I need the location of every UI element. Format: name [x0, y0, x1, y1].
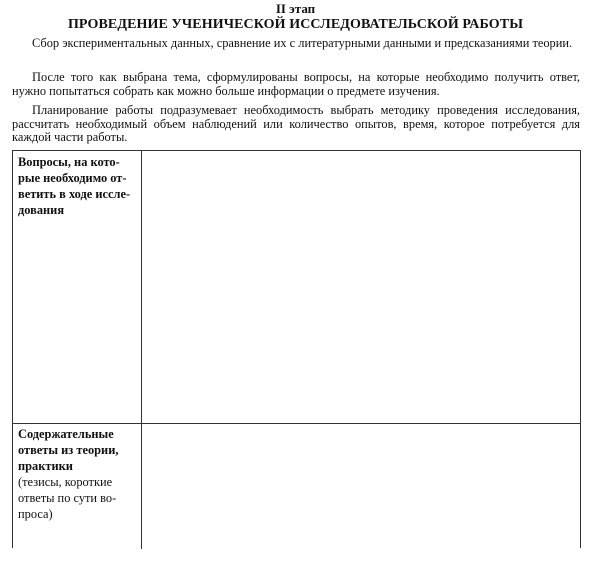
- column-divider: [141, 151, 142, 549]
- row-divider: [13, 423, 580, 424]
- research-table: [12, 150, 581, 548]
- row-answers-bold-line-2: ответы из теории,: [18, 443, 119, 457]
- paragraph-1: [12, 37, 580, 51]
- row-questions-line-1: Вопросы, на кото-: [18, 155, 120, 169]
- row-answers-note-line-2: ответы по сути во-: [18, 491, 117, 505]
- row-answers-note-line-3: проса): [18, 507, 53, 521]
- paragraph-3-text: Планирование работы подразумевает необходимость выбрать методику проведения исследования, рассчитать необходимый объем наблюдений или количество опытов, время, которое потребуется для каждой части работы.: [12, 103, 580, 144]
- paragraph-2-text: После того как выбрана тема, сформулированы вопросы, на которые необходимо получить ответ, нужно попытаться собрать как можно больше информации о предмете изучения.: [12, 70, 580, 98]
- row-questions-line-3: ветить в ходе иссле-: [18, 187, 131, 201]
- page-title: ПРОВЕДЕНИЕ УЧЕНИЧЕСКОЙ ИССЛЕДОВАТЕЛЬСКОЙ РАБОТЫ: [67, 17, 524, 32]
- row-questions-line-4: дования: [18, 203, 65, 217]
- row-answers-label: [18, 426, 136, 522]
- row-answers-bold-line-1: Содержательные: [18, 427, 114, 441]
- paragraph-1-text: Сбор экспериментальных данных, сравнение их с литературными данными и предсказаниями теории.: [32, 36, 573, 50]
- row-answers-bold-line-3: практики: [18, 459, 73, 473]
- row-questions-label: [18, 154, 136, 218]
- paragraph-3: [12, 104, 580, 145]
- row-questions-line-2: рые необходимо от-: [18, 171, 127, 185]
- paragraph-2: [12, 71, 580, 98]
- row-answers-note-line-1: (тезисы, короткие: [18, 475, 113, 489]
- stage-heading: II этап: [275, 1, 316, 16]
